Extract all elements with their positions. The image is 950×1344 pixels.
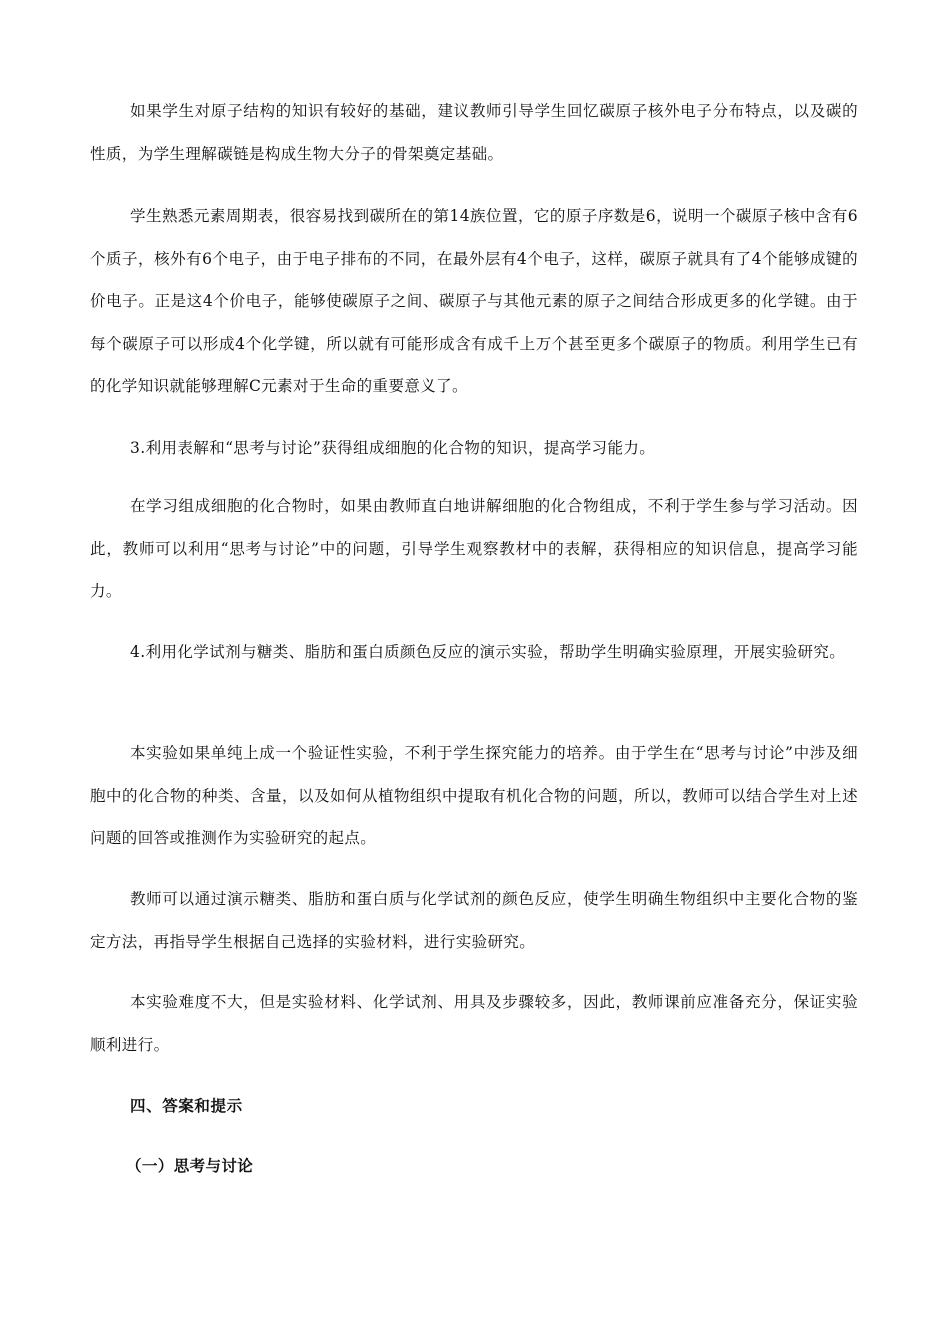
paragraph-compounds-learning: 在学习组成细胞的化合物时，如果由教师直白地讲解细胞的化合物组成，不利于学生参与学习活动。因此，教师可以利用“思考与讨论”中的问题，引导学生观察教材中的表解，获得相应的知识信息，提高学习能力。 — [90, 497, 858, 601]
paragraph-point-4: 4.利用化学试剂与糖类、脂肪和蛋白质颜色反应的演示实验，帮助学生明确实验原理，开展实验研究。 — [130, 643, 846, 661]
paragraph-experiment-design: 本实验如果单纯上成一个验证性实验，不利于学生探究能力的培养。由于学生在“思考与讨论”中涉及细胞中的化合物的种类、含量，以及如何从植物组织中提取有机化合物的问题，所以，教师可以结合学生对上述问题的回答或推测作为实验研究的起点。 — [90, 744, 858, 848]
paragraph-carbon-atom-basis: 如果学生对原子结构的知识有较好的基础，建议教师引导学生回忆碳原子核外电子分布特点，以及碳的性质，为学生理解碳链是构成生物大分子的骨架奠定基础。 — [90, 102, 858, 163]
paragraph-periodic-table: 学生熟悉元素周期表，很容易找到碳所在的第14族位置，它的原子序数是6，说明一个碳原子核中含有6个质子，核外有6个电子，由于电子排布的不同，在最外层有4个电子，这样，碳原子就具有了4个能够成键的价电子。正是这4个价电子，能够使碳原子之间、碳原子与其他元素的原子之间结合形成更多的化学键。由于每个碳原子可以形成4个化学键，所以就有可能形成含有成千上万个甚至更多个碳原子的物质。利用学生已有的化学知识就能够理解C元素对于生命的重要意义了。 — [90, 207, 858, 396]
paragraph-demonstration: 教师可以通过演示糖类、脂肪和蛋白质与化学试剂的颜色反应，使学生明确生物组织中主要化合物的鉴定方法，再指导学生根据自己选择的实验材料，进行实验研究。 — [90, 890, 858, 951]
section-heading: 四、答案和提示 — [130, 1097, 243, 1115]
paragraph-preparation: 本实验难度不大，但是实验材料、化学试剂、用具及步骤较多，因此，教师课前应准备充分，保证实验顺利进行。 — [90, 993, 858, 1054]
subsection-heading: （一）思考与讨论 — [126, 1156, 254, 1175]
paragraph-point-3: 3.利用表解和“思考与讨论”获得组成细胞的化合物的知识，提高学习能力。 — [130, 439, 656, 457]
